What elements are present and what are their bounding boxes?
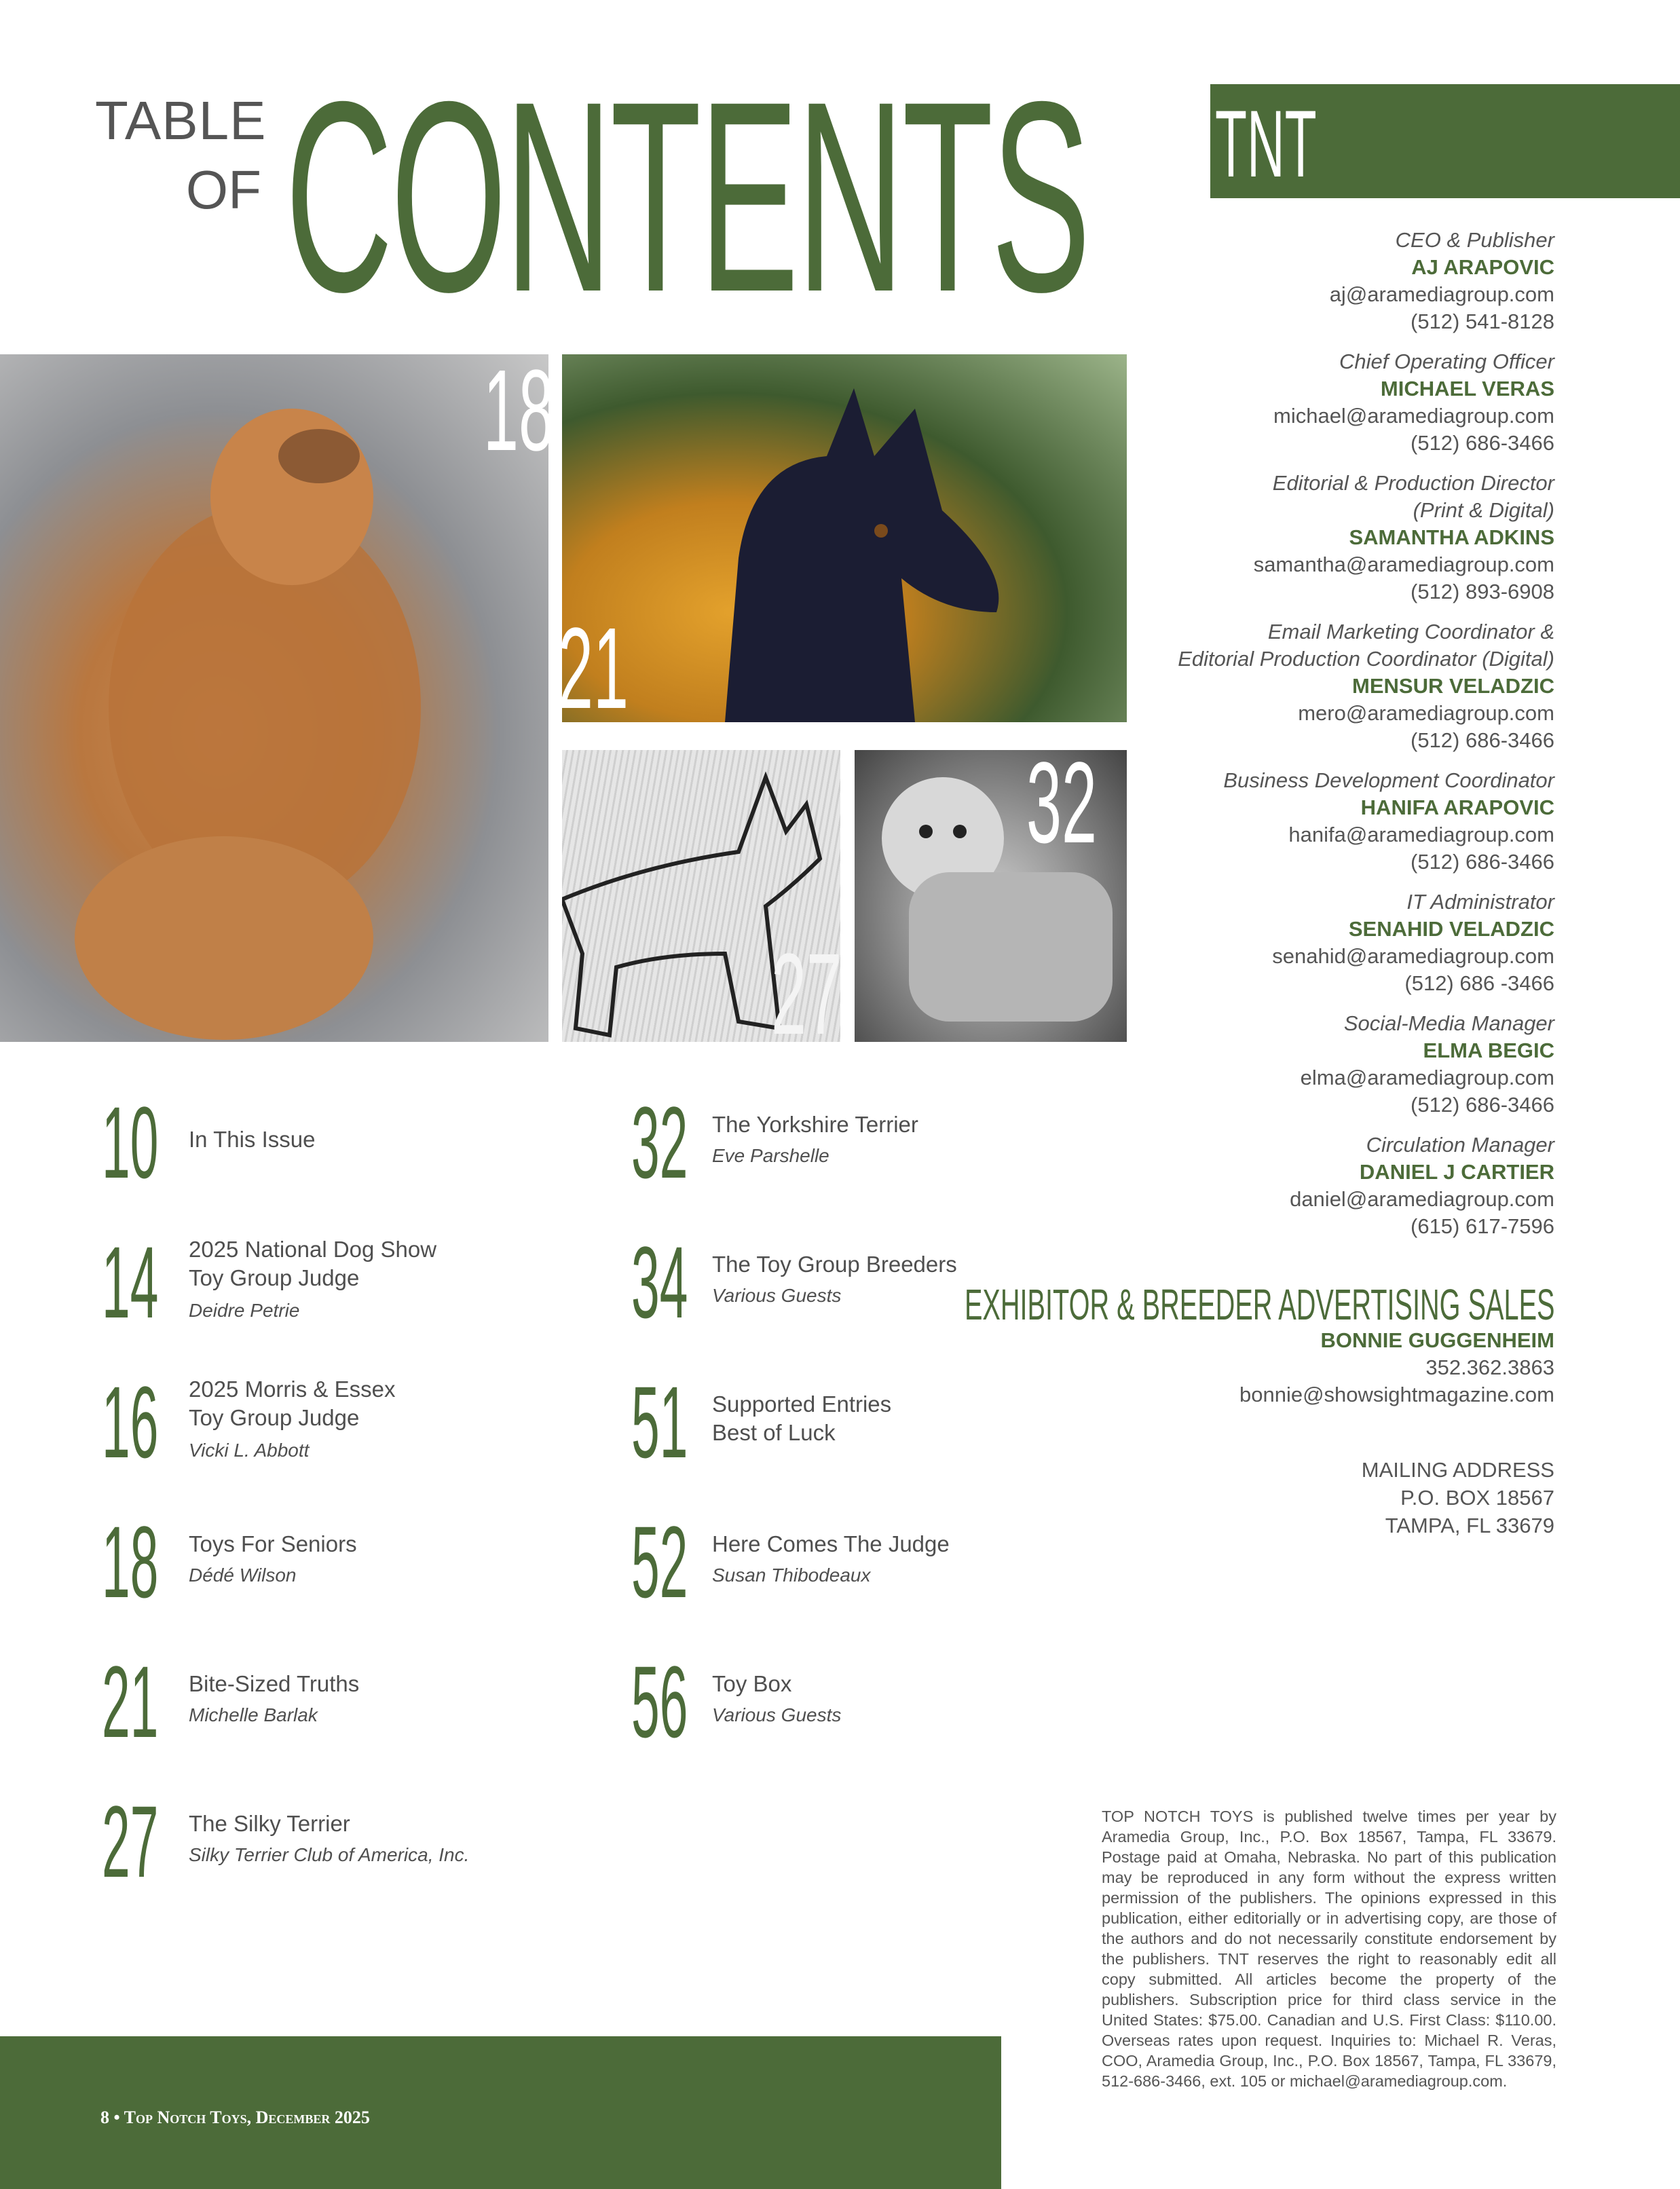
- staff-name: MENSUR VELADZIC: [1352, 674, 1554, 698]
- staff-name: MICHAEL VERAS: [1380, 377, 1554, 400]
- staff-role: CEO & Publisher: [1395, 228, 1554, 252]
- toc-page-number: 18: [102, 1505, 159, 1619]
- photo-label-32: 32: [1026, 738, 1098, 867]
- staff-name: HANIFA ARAPOVIC: [1360, 796, 1554, 819]
- staff-entry: [1079, 470, 1554, 605]
- toc-author: Susan Thibodeaux: [712, 1565, 871, 1586]
- toc-page-number: 34: [631, 1225, 688, 1339]
- toc-page-number: 32: [631, 1085, 688, 1199]
- staff-phone: (512) 686-3466: [1411, 728, 1554, 752]
- toc-title[interactable]: The Toy Group Breeders: [712, 1252, 957, 1277]
- staff-role: Chief Operating Officer: [1339, 350, 1554, 373]
- staff-role: Editorial & Production Director (Print & Digital): [1272, 471, 1554, 522]
- toc-title[interactable]: 2025 Morris & Essex Toy Group Judge: [189, 1377, 396, 1430]
- title-contents: CONTENTS: [285, 45, 1089, 348]
- toc-title[interactable]: Supported Entries Best of Luck: [712, 1391, 892, 1445]
- staff-entry: [1079, 767, 1554, 876]
- toc-page-number: 56: [631, 1645, 688, 1759]
- staff-entry: [1079, 348, 1554, 457]
- staff-email[interactable]: elma@aramediagroup.com: [1300, 1066, 1554, 1089]
- publication-disclaimer: TOP NOTCH TOYS is published twelve times per year by Aramedia Group, Inc., P.O. Box 18567, Tampa, FL 33679. Postage paid at Omaha, Nebraska. No part of this publication may be reproduced in any form without the express written permission of the publishers. The opinions expressed in this publication, either editorially or in advertising copy, are those of the authors and do not necessarily constitute endorsement by the publishers. TNT reserves the right to reasonably edit all copy submitted. All articles become the property of the publishers. Subscription price for third class service in the United States: $75.00. Canadian and U.S. First Class: $110.00. Overseas rates upon request. Inquiries to: Michael R. Veras, COO, Aramedia Group, Inc., P.O. Box 18567, Tampa, FL 33679, 512-686-3466, ext. 105 or michael@aramediagroup.com.: [1102, 1808, 1556, 2090]
- toc-page-number: 10: [102, 1085, 159, 1199]
- toc-author: Silky Terrier Club of America, Inc.: [189, 1844, 470, 1865]
- photo-label-27: 27: [771, 930, 842, 1059]
- toc-title[interactable]: Here Comes The Judge: [712, 1531, 950, 1556]
- toc-title[interactable]: In This Issue: [189, 1127, 316, 1152]
- toc-author: Vicki L. Abbott: [189, 1440, 310, 1461]
- toc-author: Dédé Wilson: [189, 1565, 297, 1586]
- staff-email[interactable]: daniel@aramediagroup.com: [1290, 1187, 1554, 1211]
- toc-title[interactable]: Toys For Seniors: [189, 1531, 357, 1556]
- toc-page-number: 14: [102, 1225, 159, 1339]
- toc-author: Various Guests: [712, 1285, 842, 1306]
- poodle-illustration: [0, 354, 548, 1042]
- staff-role: IT Administrator: [1406, 890, 1554, 914]
- staff-phone: (512) 893-6908: [1411, 580, 1554, 603]
- poodle-photo: [0, 354, 548, 1042]
- staff-name: SENAHID VELADZIC: [1348, 917, 1554, 941]
- toc-title[interactable]: 2025 National Dog Show Toy Group Judge: [189, 1237, 437, 1290]
- toc-page-number: 16: [102, 1365, 159, 1479]
- staff-name: AJ ARAPOVIC: [1411, 255, 1554, 279]
- advertising-phone: 352.362.3863: [1425, 1355, 1554, 1379]
- staff-name: DANIEL J CARTIER: [1359, 1160, 1554, 1184]
- toc-title[interactable]: The Yorkshire Terrier: [712, 1112, 918, 1137]
- staff-phone: (512) 686-3466: [1411, 1093, 1554, 1117]
- toc-page-number: 21: [102, 1645, 159, 1759]
- toc-author: Deidre Petrie: [189, 1300, 300, 1321]
- staff-name: SAMANTHA ADKINS: [1349, 525, 1554, 549]
- staff-phone: (615) 617-7596: [1411, 1214, 1554, 1238]
- staff-role: Email Marketing Coordinator & Editorial Production Coordinator (Digital): [1178, 620, 1554, 671]
- mailing-line3: TAMPA, FL 33679: [1385, 1514, 1554, 1537]
- staff-entry: [1079, 1131, 1554, 1240]
- mailing-address: [1362, 1456, 1554, 1539]
- staff-phone: (512) 686-3466: [1411, 850, 1554, 874]
- toc-author: Various Guests: [712, 1704, 842, 1725]
- advertising-name: BONNIE GUGGENHEIM: [1320, 1328, 1554, 1352]
- toc-author: Michelle Barlak: [189, 1704, 318, 1725]
- mailing-line2: P.O. BOX 18567: [1400, 1486, 1554, 1510]
- staff-email[interactable]: aj@aramediagroup.com: [1329, 282, 1554, 306]
- staff-entry: [944, 618, 1554, 754]
- staff-phone: (512) 541-8128: [1411, 310, 1554, 333]
- toc-page-number: 27: [102, 1784, 159, 1898]
- toc-author: Eve Parshelle: [712, 1145, 829, 1166]
- staff-entry: [1079, 1010, 1554, 1119]
- staff-email[interactable]: michael@aramediagroup.com: [1273, 404, 1554, 428]
- staff-role: Circulation Manager: [1366, 1133, 1554, 1157]
- staff-entry: [1079, 227, 1554, 335]
- title-table: TABLE: [95, 90, 267, 151]
- mailing-line1: MAILING ADDRESS: [1361, 1458, 1554, 1482]
- toc-page-number: 52: [631, 1505, 688, 1619]
- toc-title[interactable]: Bite-Sized Truths: [189, 1671, 360, 1696]
- staff-name: ELMA BEGIC: [1423, 1039, 1554, 1062]
- brand-logo: TNT: [1215, 90, 1317, 197]
- advertising-email[interactable]: bonnie@showsightmagazine.com: [1239, 1383, 1554, 1406]
- staff-email[interactable]: senahid@aramediagroup.com: [1272, 944, 1554, 968]
- staff-phone: (512) 686-3466: [1411, 431, 1554, 455]
- toc-title[interactable]: Toy Box: [712, 1671, 792, 1696]
- photo-label-18: 18: [483, 346, 555, 475]
- staff-role: Social-Media Manager: [1343, 1011, 1554, 1035]
- advertising-contact: [1079, 1327, 1554, 1408]
- title-of: OF: [185, 160, 261, 220]
- staff-email[interactable]: hanifa@aramediagroup.com: [1288, 823, 1554, 846]
- toc-page-number: 51: [631, 1365, 688, 1479]
- staff-phone: (512) 686 -3466: [1404, 971, 1554, 995]
- toc-title[interactable]: The Silky Terrier: [189, 1811, 350, 1836]
- staff-entry: [1079, 888, 1554, 997]
- staff-role: Business Development Coordinator: [1223, 768, 1554, 792]
- staff-email[interactable]: samantha@aramediagroup.com: [1253, 553, 1554, 576]
- advertising-heading: EXHIBITOR & BREEDER ADVERTISING SALES: [964, 1280, 1554, 1329]
- page-footer: 8 • Top Notch Toys, December 2025: [100, 2108, 370, 2127]
- photo-label-21: 21: [558, 604, 629, 733]
- staff-email[interactable]: mero@aramediagroup.com: [1298, 701, 1554, 725]
